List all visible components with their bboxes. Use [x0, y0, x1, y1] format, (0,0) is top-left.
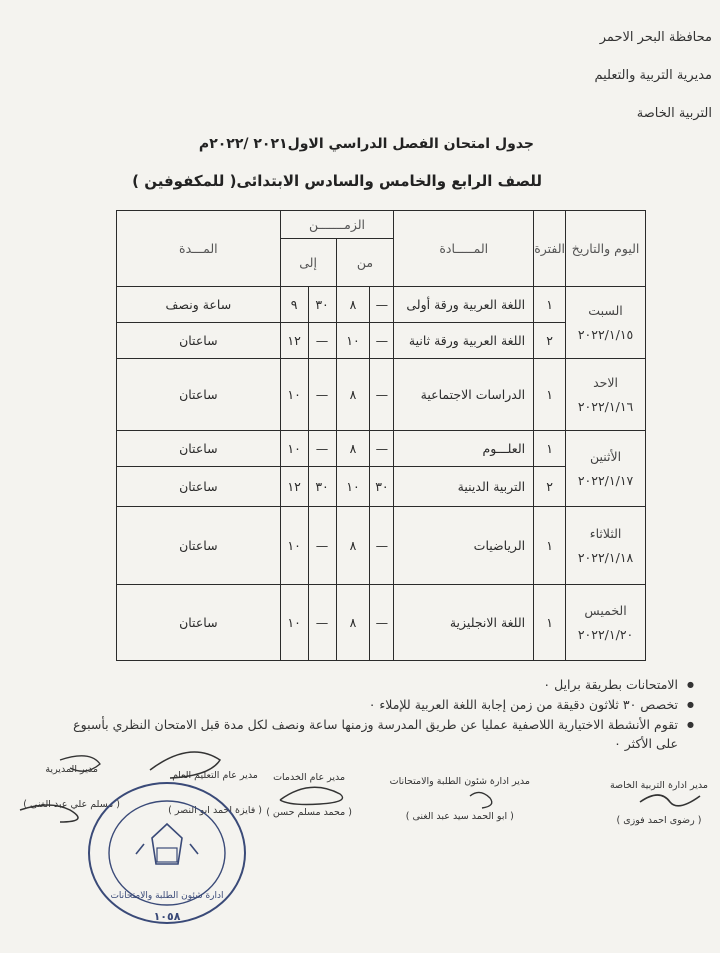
to-hour-cell: ١٢ [280, 467, 308, 507]
signature-title: مدير ادارة التربية الخاصة [609, 780, 708, 791]
signature-name: ( محمد مسلم حسن ) [266, 807, 352, 818]
signature-title: مدير ادارة شئون الطلبة والامتحانات [389, 776, 530, 787]
signature-name: ( فايزة احمد ابو النصر ) [168, 805, 262, 816]
period-cell: ٢ [534, 323, 566, 359]
day-cell [566, 287, 646, 359]
exam-schedule-title: جدول امتحان الفصل الدراسي الاول٢٠٢١ /٢٠٢٢م [198, 136, 534, 152]
day-name: الأثنين [589, 448, 622, 464]
from-hour-cell: ٨ [336, 287, 370, 323]
to-minutes-cell: — [308, 359, 336, 431]
table-row [117, 585, 646, 661]
duration-cell: ساعتان [117, 323, 281, 359]
day-name: الثلاثاء [589, 525, 622, 541]
to-hour-cell: ١٢ [280, 323, 308, 359]
from-minutes-cell: — [370, 431, 394, 467]
to-minutes-cell: ٣٠ [308, 287, 336, 323]
table-row [117, 431, 646, 467]
from-minutes-cell: — [370, 585, 394, 661]
day-date-header: اليوم والتاريخ [566, 211, 646, 287]
period-cell: ١ [534, 585, 566, 661]
day-cell [566, 585, 646, 661]
signature-name: ( مسلم علي عبد الغنى ) [23, 799, 120, 810]
signature-special-ed [610, 780, 708, 826]
duration-cell: ساعتان [117, 359, 281, 431]
subject-cell: الدراسات الاجتماعية [394, 359, 534, 431]
duration-cell: ساعتان [117, 585, 281, 661]
directorate-label: مديرية التربية والتعليم [594, 68, 712, 83]
subject-header: المـــــادة [394, 211, 534, 287]
subject-cell: الرياضيات [394, 507, 534, 585]
to-hour-cell: ١٠ [280, 359, 308, 431]
table-row [117, 507, 646, 585]
subject-cell: اللغة العربية ورقة ثانية [394, 323, 534, 359]
note-braille: ● الامتحانات بطريقة برايل ٠ [14, 676, 694, 693]
from-minutes-cell: ٣٠ [370, 467, 394, 507]
day-name: الخميس [584, 602, 627, 618]
table-row [117, 287, 646, 323]
from-hour-cell: ١٠ [336, 323, 370, 359]
note-activities: ● تقوم الأنشطة الاختيارية اللاصفية عمليا عن طريق المدرسة وزمنها ساعة ونصف لكل مدة قبل الامتحان النظري بأسبوع [14, 716, 694, 733]
exam-schedule-table [116, 210, 646, 661]
grade-subtitle: للصف الرابع والخامس والسادس الابتدائى( للمكفوفين ) [132, 172, 542, 190]
to-minutes-cell: — [308, 507, 336, 585]
signature-name: ( ابو الحمد سيد عبد الغنى ) [405, 811, 514, 822]
stamp-text: ادارة شئون الطلبة والامتحانات [110, 891, 224, 901]
signature-services [266, 772, 352, 818]
subject-cell: العلـــوم [394, 431, 534, 467]
from-minutes-cell: — [370, 359, 394, 431]
to-minutes-cell: — [308, 323, 336, 359]
table-row [117, 359, 646, 431]
period-cell: ١ [534, 359, 566, 431]
day-cell [566, 359, 646, 431]
day-date: ٢٠٢٢/١/٢٠ [577, 626, 634, 642]
from-minutes-cell: — [370, 323, 394, 359]
from-hour-cell: ٨ [336, 507, 370, 585]
day-date: ٢٠٢٢/١/١٥ [577, 326, 634, 342]
period-cell: ١ [534, 431, 566, 467]
duration-cell: ساعتان [117, 467, 281, 507]
signature-student-affairs [390, 776, 530, 822]
day-name: السبت [588, 302, 623, 318]
subject-cell: اللغة العربية ورقة أولى [394, 287, 534, 323]
from-hour-cell: ٨ [336, 359, 370, 431]
signature-name: ( رضوى احمد فوزى ) [616, 815, 702, 826]
period-cell: ٢ [534, 467, 566, 507]
to-hour-cell: ١٠ [280, 431, 308, 467]
from-hour-cell: ٨ [336, 431, 370, 467]
duration-cell: ساعتان [117, 507, 281, 585]
from-minutes-cell: — [370, 507, 394, 585]
to-hour-cell: ١٠ [280, 507, 308, 585]
duration-cell: ساعتان [117, 431, 281, 467]
from-hour-cell: ١٠ [336, 467, 370, 507]
duration-header: المـــدة [117, 211, 281, 287]
official-stamp-icon [82, 778, 252, 928]
from-minutes-cell: — [370, 287, 394, 323]
from-hour-cell: ٨ [336, 585, 370, 661]
day-date: ٢٠٢٢/١/١٨ [577, 549, 634, 565]
signature-title: مدير عام الخدمات [273, 772, 346, 783]
period-cell: ١ [534, 507, 566, 585]
subject-cell: اللغة الانجليزية [394, 585, 534, 661]
to-minutes-cell: ٣٠ [308, 467, 336, 507]
day-cell [566, 507, 646, 585]
period-header: الفترة [534, 211, 566, 287]
day-cell [566, 431, 646, 507]
to-minutes-cell: — [308, 585, 336, 661]
stamp-number: ١٠٥٨ [153, 910, 181, 923]
day-name: الاحد [593, 374, 618, 390]
to-header: إلى [280, 239, 336, 287]
duration-cell: ساعة ونصف [117, 287, 281, 323]
to-hour-cell: ٩ [280, 287, 308, 323]
day-date: ٢٠٢٢/١/١٧ [577, 472, 634, 488]
time-header: الزمـــــــن [280, 211, 394, 239]
note-activities-continued: على الأكثر ٠ [614, 736, 678, 751]
department-label: التربية الخاصة [636, 106, 712, 121]
signature-title: مدير المديرية [45, 764, 98, 775]
to-hour-cell: ١٠ [280, 585, 308, 661]
subject-cell: التربية الدينية [394, 467, 534, 507]
governorate-label: محافظة البحر الاحمر [599, 30, 712, 45]
signature-title: مدير عام التعليم العام [172, 770, 258, 781]
day-date: ٢٠٢٢/١/١٦ [577, 398, 634, 414]
to-minutes-cell: — [308, 431, 336, 467]
period-cell: ١ [534, 287, 566, 323]
note-dictation: ● تخصص ٣٠ ثلاثون دقيقة من زمن إجابة اللغة العربية للإملاء ٠ [14, 696, 694, 713]
from-header: من [336, 239, 394, 287]
